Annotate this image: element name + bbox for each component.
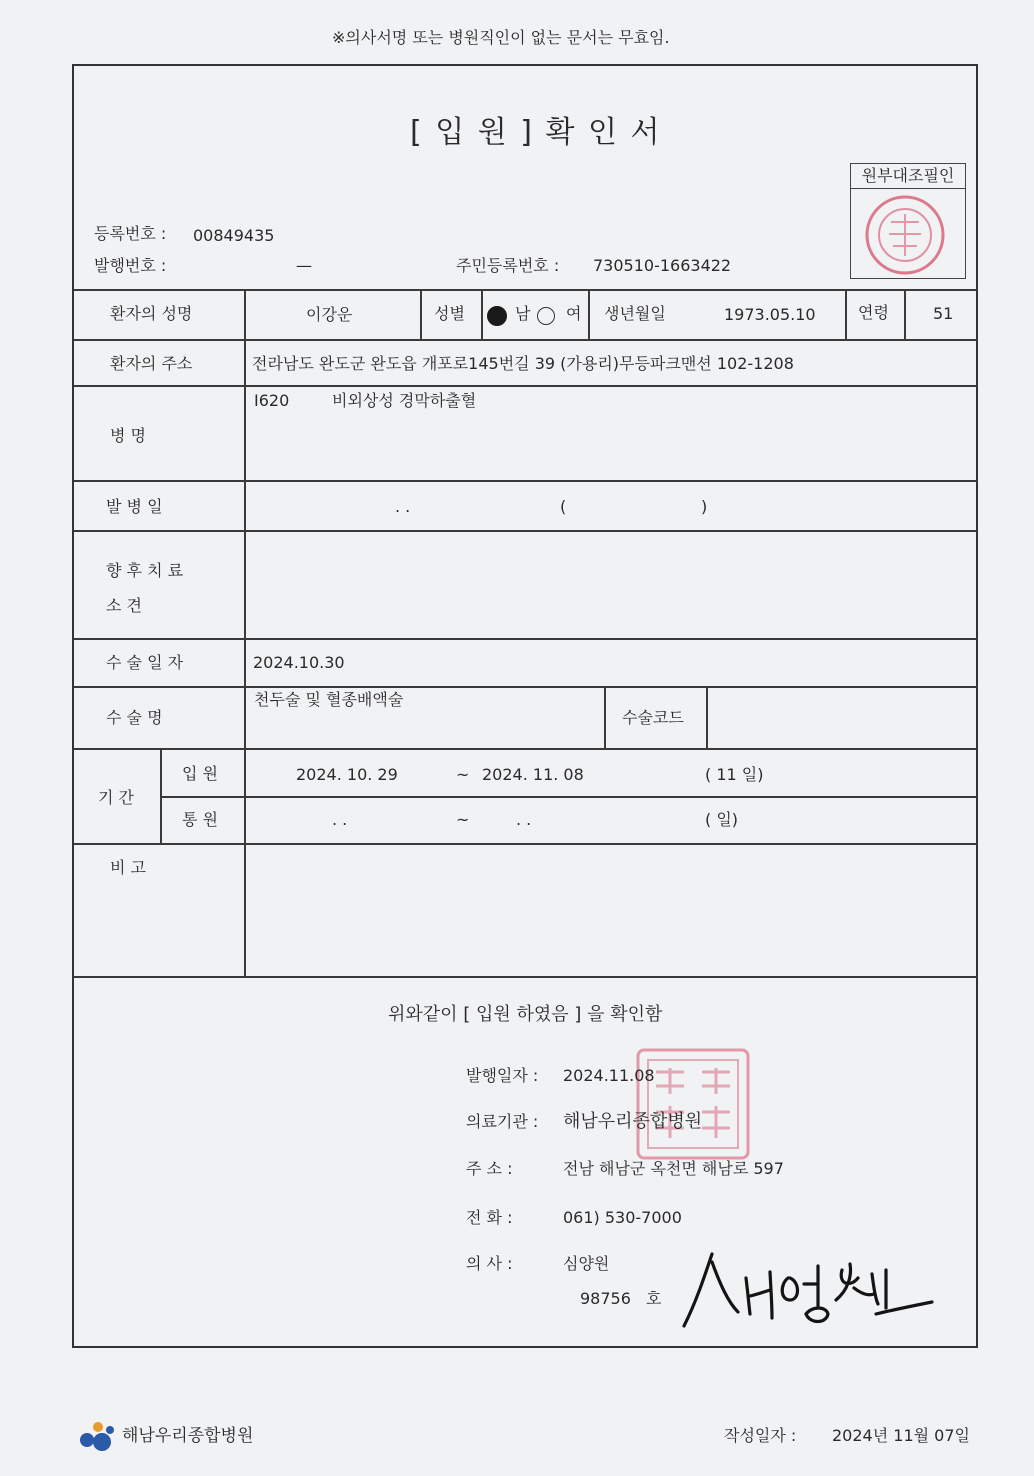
issue-no-label: 발행번호 : bbox=[94, 256, 167, 275]
table-line bbox=[74, 748, 978, 750]
disease-label: 병 명 bbox=[110, 426, 146, 445]
surgery-code-label: 수술코드 bbox=[622, 708, 684, 727]
birth-value: 1973.05.10 bbox=[724, 305, 816, 324]
institution-label: 의료기관 : bbox=[466, 1112, 539, 1131]
license-no: 98756 bbox=[580, 1289, 631, 1308]
inpatient-label: 입 원 bbox=[182, 764, 218, 783]
table-line bbox=[420, 289, 422, 340]
onset-paren-close: ) bbox=[701, 497, 708, 516]
table-line bbox=[74, 530, 978, 532]
sex-male-label: 남 bbox=[515, 304, 531, 323]
table-line bbox=[74, 385, 978, 387]
outpatient-tilde: ~ bbox=[456, 810, 470, 829]
document-title: [ 입 원 ] 확 인 서 bbox=[410, 115, 662, 150]
table-line bbox=[74, 480, 978, 482]
rrn-label: 주민등록번호 : bbox=[456, 256, 560, 275]
outpatient-days: ( 일) bbox=[705, 810, 739, 829]
hospital-logo-icon bbox=[78, 1420, 116, 1452]
address-value-2: 전남 해남군 옥천면 해남로 597 bbox=[563, 1159, 784, 1178]
age-value: 51 bbox=[933, 304, 954, 323]
table-line bbox=[160, 748, 162, 844]
onset-dots: . . bbox=[395, 497, 411, 516]
name-value: 이강운 bbox=[306, 305, 353, 324]
remarks-label: 비 고 bbox=[110, 858, 146, 877]
outpatient-label: 통 원 bbox=[182, 810, 218, 829]
address-label: 환자의 주소 bbox=[110, 354, 193, 373]
sex-label: 성별 bbox=[434, 304, 465, 323]
inpatient-to: 2024. 11. 08 bbox=[482, 765, 584, 784]
confirm-text: 위와같이 [ 입원 하였음 ] 을 확인함 bbox=[388, 1004, 663, 1025]
name-label: 환자의 성명 bbox=[110, 304, 193, 323]
prognosis-label-2: 소 견 bbox=[106, 596, 142, 615]
table-line bbox=[74, 289, 978, 291]
table-line bbox=[74, 638, 978, 640]
table-line bbox=[706, 686, 708, 749]
issue-date-value: 2024.11.08 bbox=[563, 1066, 655, 1085]
birth-label: 생년월일 bbox=[604, 304, 666, 323]
outpatient-to: . . bbox=[516, 810, 532, 829]
surgery-name-value: 천두술 및 혈종배액술 bbox=[254, 690, 404, 709]
institution-value: 해남우리종합병원 bbox=[563, 1111, 703, 1132]
reg-no-value: 00849435 bbox=[193, 226, 275, 245]
verification-stamp-header: 원부대조필인 bbox=[850, 163, 966, 189]
table-line bbox=[74, 843, 978, 845]
table-line bbox=[74, 976, 978, 978]
table-line bbox=[588, 289, 590, 340]
disease-code: I620 bbox=[254, 391, 290, 410]
table-line bbox=[160, 796, 978, 798]
outpatient-from: . . bbox=[332, 810, 348, 829]
license-suffix: 호 bbox=[646, 1289, 662, 1308]
issue-no-value: — bbox=[296, 256, 312, 275]
address-label-2: 주 소 : bbox=[466, 1159, 513, 1178]
table-line bbox=[904, 289, 906, 340]
table-line bbox=[481, 289, 483, 340]
phone-label: 전 화 : bbox=[466, 1208, 513, 1227]
table-line bbox=[604, 686, 606, 749]
verification-seal bbox=[853, 190, 963, 276]
surgery-date-label: 수 술 일 자 bbox=[106, 653, 184, 672]
prognosis-label-1: 향 후 치 료 bbox=[106, 561, 184, 580]
table-line bbox=[244, 289, 246, 977]
onset-paren-open: ( bbox=[560, 497, 567, 516]
doctor-value: 심양원 bbox=[563, 1254, 610, 1273]
rrn-value: 730510-1663422 bbox=[593, 256, 732, 275]
inpatient-days: ( 11 일) bbox=[705, 765, 764, 784]
sex-female-label: 여 bbox=[566, 304, 582, 323]
table-line bbox=[74, 339, 978, 341]
issue-date-label: 발행일자 : bbox=[466, 1066, 539, 1085]
age-label: 연령 bbox=[858, 303, 889, 322]
sex-female-radio bbox=[537, 307, 555, 325]
onset-label: 발 병 일 bbox=[106, 497, 163, 516]
reg-no-label: 등록번호 : bbox=[94, 224, 167, 243]
surgery-name-label: 수 술 명 bbox=[106, 708, 163, 727]
sex-male-radio bbox=[487, 306, 507, 326]
inpatient-tilde: ~ bbox=[456, 765, 470, 784]
phone-value: 061) 530-7000 bbox=[563, 1208, 682, 1227]
footer-hospital-name: 해남우리종합병원 bbox=[122, 1426, 254, 1446]
table-line bbox=[74, 686, 978, 688]
footer-date-value: 2024년 11월 07일 bbox=[832, 1426, 970, 1445]
disease-name: 비외상성 경막하출혈 bbox=[332, 391, 477, 410]
address-value: 전라남도 완도군 완도읍 개포로145번길 39 (가용리)무등파크맨션 102-1208 bbox=[252, 354, 794, 373]
doctor-label: 의 사 : bbox=[466, 1254, 513, 1273]
surgery-date-value: 2024.10.30 bbox=[253, 653, 345, 672]
top-notice: ※의사서명 또는 병원직인이 없는 문서는 무효임. bbox=[332, 28, 670, 47]
doctor-signature bbox=[676, 1244, 938, 1330]
hospital-seal bbox=[632, 1046, 754, 1164]
period-label: 기 간 bbox=[98, 788, 134, 807]
footer-date-label: 작성일자 : bbox=[724, 1426, 797, 1445]
inpatient-from: 2024. 10. 29 bbox=[296, 765, 398, 784]
table-line bbox=[845, 289, 847, 340]
